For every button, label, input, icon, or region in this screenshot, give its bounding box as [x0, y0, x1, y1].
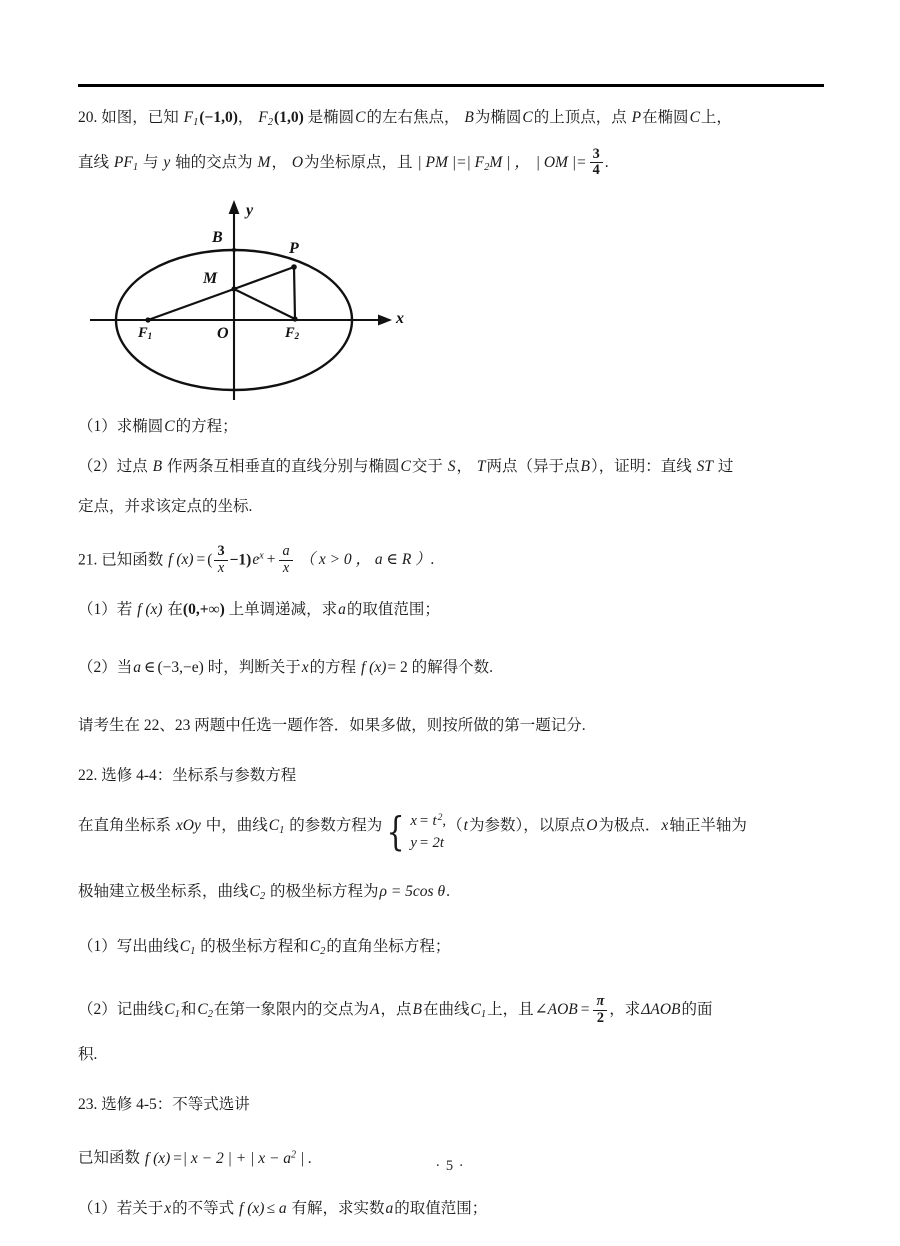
om-abs-label: | OM |=	[535, 153, 587, 171]
problem-22-stem-text-a: 在直角坐标系	[78, 817, 172, 835]
problem-22-part1-text-c: 的直角坐标方程；	[326, 938, 451, 956]
problem-23-part1-text-d: 的取值范围；	[394, 1199, 488, 1217]
text-is-ellipse: 是椭圆	[307, 109, 355, 126]
variable-x-2: x	[164, 1199, 172, 1217]
figure-label-x-axis: x	[396, 309, 404, 327]
problem-22-part1	[78, 927, 828, 972]
text-line: 直线	[78, 153, 110, 171]
problem-22-part2-text-d: ，点	[380, 1001, 412, 1019]
point-m-symbol-1: M	[257, 153, 271, 171]
function-fx-symbol-1: f (x)	[168, 551, 194, 569]
figure-label-y-axis: y	[246, 201, 254, 219]
problem-22-part2-text-h: 的面	[681, 1001, 713, 1019]
problem-20-part2-text-b: 作两条互相垂直的直线分别与椭圆	[166, 457, 400, 475]
point-t-symbol: T	[476, 457, 486, 475]
problem-21-part2-text-a: （2）当	[78, 659, 133, 677]
parametric-row-y: y = 2t	[410, 835, 444, 852]
figure-label-focus-f2: $F_2$	[285, 324, 300, 342]
problem-23-title: 23. 选修 4-5：不等式选讲	[78, 1096, 250, 1114]
problem-20-part2-text-g: 定点，并求该定点的坐标.	[78, 497, 253, 515]
parametric-row-x: $x = t^2$,	[410, 811, 447, 830]
ellipse-c-symbol-5: C	[400, 457, 411, 475]
fraction-three-quarters: $\frac{3}{4}$	[590, 147, 603, 179]
left-brace-icon: {	[386, 809, 405, 856]
problem-20-stem-line1	[78, 98, 828, 143]
point-b-dot	[232, 248, 236, 252]
ellipse-diagram-svg	[86, 192, 416, 404]
angle-aob-symbol: ∠AOB	[534, 1001, 578, 1019]
problem-22-stem-text-f: 为极点．	[598, 817, 661, 835]
optional-question-notice: 请考生在 22、23 两题中任选一题作答．如果多做，则按所做的第一题记分.	[78, 717, 586, 735]
figure-label-focus-f1: $F_1$	[138, 324, 153, 342]
fraction-a-over-x: $\frac{a}{x}$	[279, 544, 292, 576]
interval-neg3-nege: (−3,−e)	[157, 659, 204, 677]
function-fx-symbol-5: f (x)	[239, 1199, 265, 1217]
variable-a-2: a	[133, 659, 142, 677]
text-intersection: 轴的交点为	[175, 153, 253, 171]
problem-22-part2-text-i: 积.	[78, 1046, 98, 1064]
problem-22-stem-text-b: 中，曲线	[205, 817, 268, 835]
axis-x-var: x	[661, 817, 669, 835]
problem-20-part2	[78, 447, 828, 487]
variable-a-3: a	[385, 1199, 394, 1217]
text-left-right-foci: 的左右焦点，	[366, 109, 460, 126]
problem-20-part2-text-a: （2）过点	[78, 457, 148, 475]
text-shang: 上，	[700, 109, 732, 126]
triangle-aob-symbol: ΔAOB	[641, 1001, 681, 1019]
ellipse-c-symbol-2: C	[522, 109, 533, 126]
problem-22-part2-text-g: ，求	[609, 1001, 641, 1019]
element-of-sign: ∈	[144, 659, 156, 677]
point-f1-dot	[145, 317, 150, 322]
curve-c1-symbol-1: $C_1$	[268, 817, 285, 837]
problem-22-part2-text-c: 在第一象限内的交点为	[214, 1001, 370, 1019]
ellipse-figure	[86, 192, 416, 409]
ellipse-c-symbol-3: C	[689, 109, 700, 126]
problem-22-part2-cont	[78, 1035, 828, 1075]
problem-23-part1	[78, 1189, 828, 1229]
problem-21-part2-text-b: 时，判断关于	[207, 659, 301, 677]
problem-20-part1-text-b: 的方程；	[175, 417, 238, 435]
interval-zero-infinity: (0,+∞)	[182, 601, 225, 619]
problem-20-part2-text-f: 过	[717, 457, 734, 475]
point-p-dot	[291, 264, 297, 270]
point-p-symbol-1: P	[631, 109, 642, 126]
point-f2-dot	[292, 316, 297, 321]
point-s-symbol: S	[447, 457, 456, 475]
problem-20-part2-text-e: ），证明：直线	[590, 457, 692, 475]
problem-20-stem-line2	[78, 143, 828, 188]
problem-22-part2	[78, 990, 828, 1035]
page-content	[78, 98, 828, 1229]
problem-22-part2-text-b: 和	[180, 1001, 197, 1019]
problem-21-number-label: 21. 已知函数	[78, 551, 164, 569]
variable-a-1: a	[338, 601, 346, 619]
curve-c2-symbol-2: $C_2$	[309, 938, 326, 958]
comma-1: ，	[237, 109, 254, 126]
problem-22-stem-text-e: 为参数），以原点	[468, 817, 586, 835]
point-a-symbol: A	[370, 1001, 380, 1019]
problem-21-stem	[78, 537, 828, 581]
curve-c1-symbol-4: $C_1$	[470, 1001, 487, 1021]
y-axis-arrow	[229, 200, 240, 214]
problem-22-part2-text-f: 上，且	[487, 1001, 534, 1019]
segment-f1-m	[148, 289, 234, 320]
exp-e-symbol: $e^x$	[252, 550, 264, 569]
point-b-symbol-3: B	[580, 457, 590, 475]
ellipse-c-symbol-4: C	[164, 417, 175, 435]
coordinate-system-xoy: xOy	[175, 817, 201, 835]
origin-o-var: O	[586, 817, 598, 835]
focus-f1-coords: (−1,0)	[199, 109, 238, 126]
minus-one-paren: −1)	[229, 551, 252, 569]
equals-two: = 2	[387, 659, 408, 677]
problem-22-part1-text-a: （1）写出曲线	[78, 938, 179, 956]
pm-equals-f2m: | PM |=| $F_2M$ | ，	[417, 153, 530, 173]
text-on-ellipse: 在椭圆	[642, 109, 689, 126]
figure-label-point-p: P	[289, 239, 299, 257]
problem-23-stem-text-a: 已知函数	[78, 1149, 141, 1167]
problem-20-part2-text-d: 两点（异于点	[486, 457, 580, 475]
problem-21-condition: （ x > 0 ， a ∈ R ）.	[299, 551, 435, 569]
ellipse-figure-container	[78, 192, 828, 407]
problem-22-title: 22. 选修 4-4：坐标系与参数方程	[78, 767, 297, 785]
x-axis-arrow	[378, 314, 392, 325]
problem-23-part1-text-c: 有解，求实数	[291, 1199, 385, 1217]
problem-22-stem2-text-a: 极轴建立极坐标系，曲线	[78, 883, 249, 901]
text-and: 与	[142, 153, 159, 171]
point-m-dot	[231, 286, 236, 291]
function-fx-symbol-4: f (x)	[144, 1149, 171, 1167]
problem-22-part2-text-a: （2）记曲线	[78, 1001, 164, 1019]
segment-p-f2	[294, 267, 295, 319]
abs-expression: =| x − 2 | + | $x - a^2$ | .	[172, 1149, 312, 1167]
comma-3: ，	[456, 457, 472, 475]
polar-equation-rho: ρ = 5cos θ	[379, 883, 446, 901]
inequality-le-a: ≤ a	[266, 1199, 287, 1217]
comma-2: ，	[271, 153, 287, 171]
period-1: .	[604, 153, 609, 171]
problem-22-stem-text-d: （	[447, 817, 463, 835]
figure-label-point-m: M	[203, 269, 218, 287]
equals-sign-1: =	[196, 551, 206, 569]
problem-21-part1	[78, 590, 828, 630]
point-b-symbol-1: B	[464, 109, 474, 126]
text-is-ellipse-2: 为椭圆	[474, 109, 522, 126]
problem-22-stem-text-c: 的参数方程为	[289, 817, 383, 835]
focus-f2-coords: (1,0)	[274, 109, 304, 126]
problem-22-stem2-text-b: 的极坐标方程为	[270, 883, 379, 901]
parametric-system	[383, 810, 446, 854]
figure-label-origin-o: O	[217, 324, 229, 342]
problem-22-part2-text-e: 在曲线	[422, 1001, 470, 1019]
page-number-marker: · 5 ·	[435, 1158, 465, 1174]
problem-20-part2-cont	[78, 487, 828, 527]
period-2: .	[446, 883, 450, 901]
point-b-symbol-4: B	[412, 1001, 422, 1019]
problem-22-stem-text-g: 轴正半轴为	[669, 817, 747, 835]
problem-21-part2	[78, 648, 828, 688]
plus-sign-1: +	[266, 551, 276, 569]
focus-f1-symbol: $F_1$	[183, 109, 199, 128]
segment-m-f2	[234, 289, 295, 319]
problem-23-part1-text-a: （1）若关于	[78, 1199, 164, 1217]
equals-sign-2: =	[580, 1001, 590, 1019]
text-origin: 为坐标原点，且	[304, 153, 413, 171]
curve-c2-symbol-1: $C_2$	[249, 883, 266, 903]
paren-open-1: (	[207, 551, 213, 569]
origin-o-symbol-1: O	[291, 153, 304, 171]
ellipse-c-symbol-1: C	[355, 109, 366, 126]
variable-x-1: x	[301, 659, 309, 677]
problem-22-part1-text-b: 的极坐标方程和	[200, 938, 309, 956]
curve-c1-symbol-3: $C_1$	[164, 1001, 180, 1021]
problem-21-part1-text-a: （1）若	[78, 601, 133, 619]
fraction-three-over-x: $\frac{3}{x}$	[214, 544, 227, 576]
function-fx-symbol-2: f (x)	[137, 601, 163, 619]
problem-20-number-label: 20. 如图，已知	[78, 109, 179, 126]
text-top-vertex: 的上顶点，点	[533, 109, 627, 126]
line-pf1-symbol: $PF_1$	[113, 153, 139, 173]
figure-label-point-b: B	[212, 228, 223, 246]
problem-21-part1-text-c: 上单调递减，求	[228, 601, 338, 619]
point-b-symbol-2: B	[152, 457, 163, 475]
problem-21-part1-text-b: 在	[167, 601, 183, 619]
focus-f2-symbol: $F_2$	[258, 109, 274, 128]
curve-c1-symbol-2: $C_1$	[179, 938, 196, 958]
problem-21-part2-text-d: 的解得个数.	[411, 659, 494, 677]
problem-20-part1	[78, 407, 828, 447]
header-rule	[78, 84, 824, 87]
problem-20-part1-text-a: （1）求椭圆	[78, 417, 164, 435]
problem-22-stem-line1	[78, 806, 828, 854]
parameter-t-var: t	[463, 817, 468, 835]
problem-21-part2-text-c: 的方程	[309, 659, 357, 677]
problem-21-part1-text-d: 的取值范围；	[346, 601, 440, 619]
function-fx-symbol-3: f (x)	[360, 659, 387, 677]
fraction-pi-over-two: $\frac{\pi}{2}$	[593, 994, 607, 1026]
problem-23-part1-text-b: 的不等式	[172, 1199, 235, 1217]
line-st-symbol: ST	[696, 457, 713, 475]
problem-20-part2-text-c: 交于	[411, 457, 443, 475]
y-axis-var: y	[163, 153, 171, 171]
segment-m-p	[234, 267, 294, 289]
problem-22-stem-line2	[78, 872, 828, 917]
curve-c2-symbol-3: $C_2$	[197, 1001, 213, 1021]
